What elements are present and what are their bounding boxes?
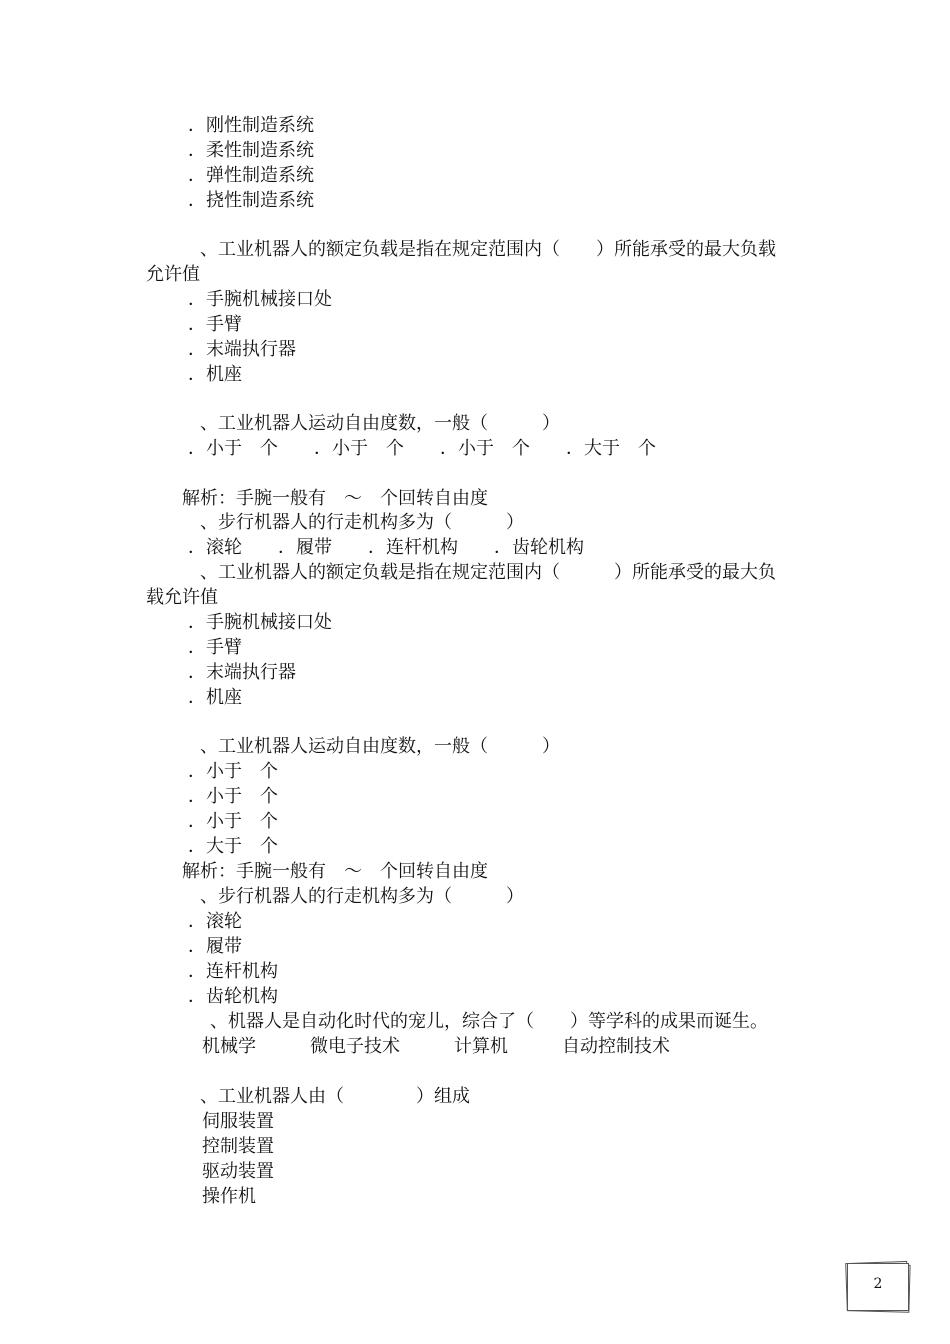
option-line: ．弹性制造系统 xyxy=(188,165,314,186)
question-line: 、工业机器人由（ ）组成 xyxy=(200,1086,470,1107)
option-line: ．小于 个 xyxy=(188,811,278,832)
analysis-line: 解析：手腕一般有 ～ 个回转自由度 xyxy=(182,488,488,509)
option-line: ．连杆机构 xyxy=(188,961,278,982)
option-line: 驱动装置 xyxy=(202,1161,274,1182)
option-line: ．滚轮 ．履带 ．连杆机构 ．齿轮机构 xyxy=(188,537,584,558)
page-number: 2 xyxy=(873,1276,883,1292)
question-line: 、步行机器人的行走机构多为（ ） xyxy=(200,886,524,907)
question-line: 载允许值 xyxy=(146,587,218,608)
option-line: 机械学 微电子技术 计算机 自动控制技术 xyxy=(202,1036,670,1057)
option-line: ．末端执行器 xyxy=(188,339,296,360)
option-line: ．大于 个 xyxy=(188,836,278,857)
option-line: ．手腕机械接口处 xyxy=(188,289,332,310)
option-line: 伺服装置 xyxy=(202,1111,274,1132)
option-line: ．小于 个 xyxy=(188,761,278,782)
option-line: ．小于 个 xyxy=(188,786,278,807)
option-line: 控制装置 xyxy=(202,1136,274,1157)
analysis-line: 解析：手腕一般有 ～ 个回转自由度 xyxy=(182,861,488,882)
question-line: 、机器人是自动化时代的宠儿，综合了（ ）等学科的成果而诞生。 xyxy=(210,1011,768,1032)
option-line: ．小于 个 ．小于 个 ．小于 个 ．大于 个 xyxy=(188,438,656,459)
option-line: ．齿轮机构 xyxy=(188,986,278,1007)
option-line: ．滚轮 xyxy=(188,911,242,932)
question-line: 、工业机器人的额定负载是指在规定范围内（ ）所能承受的最大负 xyxy=(200,562,776,583)
option-line: ．机座 xyxy=(188,364,242,385)
option-line: ．手臂 xyxy=(188,637,242,658)
question-line: 、工业机器人运动自由度数，一般（ ） xyxy=(200,413,560,434)
question-line: 、步行机器人的行走机构多为（ ） xyxy=(200,512,524,533)
option-line: 操作机 xyxy=(202,1186,256,1207)
option-line: ．机座 xyxy=(188,687,242,708)
option-line: ．手腕机械接口处 xyxy=(188,612,332,633)
option-line: ．末端执行器 xyxy=(188,662,296,683)
question-line: 、工业机器人运动自由度数，一般（ ） xyxy=(200,736,560,757)
option-line: ．履带 xyxy=(188,936,242,957)
question-line: 允许值 xyxy=(146,264,200,285)
option-line: ．柔性制造系统 xyxy=(188,140,314,161)
option-line: ．刚性制造系统 xyxy=(188,115,314,136)
question-line: 、工业机器人的额定负载是指在规定范围内（ ）所能承受的最大负载 xyxy=(200,239,776,260)
page-number-badge xyxy=(846,1262,910,1312)
option-line: ．手臂 xyxy=(188,314,242,335)
option-line: ．挠性制造系统 xyxy=(188,190,314,211)
